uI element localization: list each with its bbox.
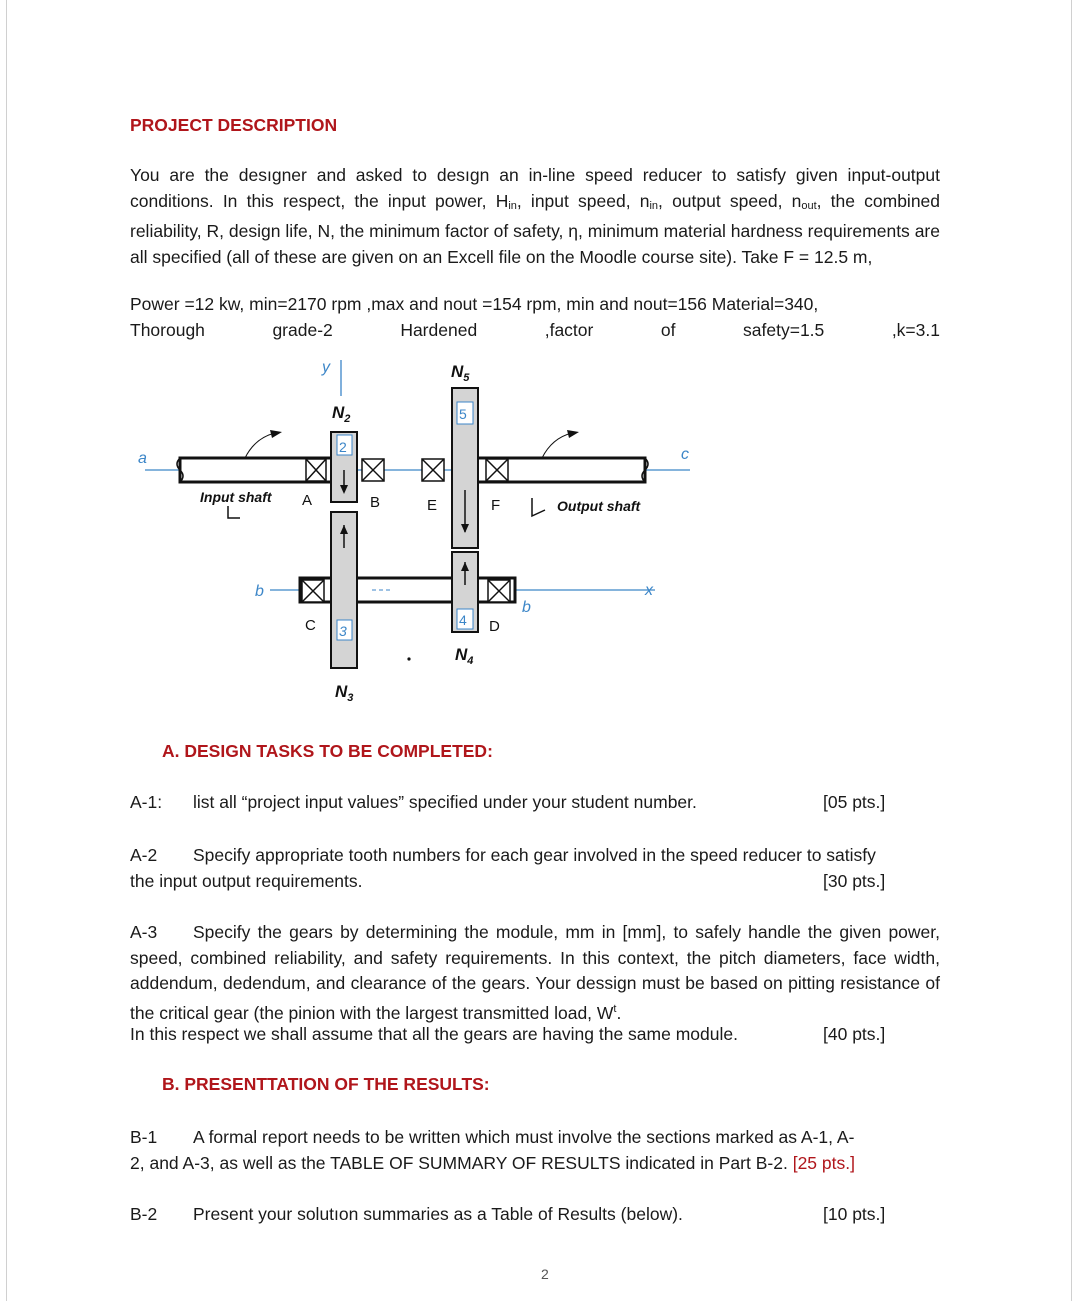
n2-label: $N_2$ <box>332 403 351 425</box>
token: Hardened <box>400 320 478 340</box>
bearing-B <box>362 459 384 481</box>
gear-reducer-diagram <box>0 350 1080 710</box>
token: ,k=3.1 <box>891 320 940 340</box>
token: safety=1.5 <box>743 320 825 340</box>
input-rotation-arrow <box>245 433 275 458</box>
section-a-title: A. DESIGN TASKS TO BE COMPLETED: <box>162 741 493 761</box>
gear-3-number: 3 <box>339 623 347 639</box>
token: ,factor <box>544 320 594 340</box>
bearing-E <box>422 459 444 481</box>
output-shaft-label: Output shaft <box>557 498 641 514</box>
b1-text: A formal report needs to be written which must involve the sections marked as A-1, A- <box>193 1127 855 1147</box>
token: grade-2 <box>272 320 333 340</box>
a2-points: [30 pts.] <box>823 871 886 891</box>
power-line: Power =12 kw, min=2170 rpm ,max and nout =154 rpm, min and nout=156 Material=340, <box>130 294 819 314</box>
b1-points: [25 pts.] <box>792 1153 855 1173</box>
stray-dot <box>407 657 410 660</box>
b2-points: [10 pts.] <box>823 1204 886 1224</box>
axis-b-left-label: b <box>255 583 264 600</box>
bearing-C-label: C <box>305 617 316 634</box>
a3-last-line: In this respect we shall assume that all the gears are having the same module. <box>130 1024 738 1044</box>
output-rotation-arrow <box>542 433 572 458</box>
a2-label: A-2 <box>130 845 158 865</box>
y-axis-label: y <box>322 359 330 376</box>
input-rotation-arrowhead <box>270 430 282 438</box>
a3-text: A-3 Specify the gears by determining the module, mm in [mm], to safely handle the given power, speed, combined reliability, and safety requirements. In this context, the pitch diameters, face width, addendum, dedendum, and clearance of the gears. Your dessign must be based on pitting resistance of the critical gear (the pinion with the largest transmitted load, $W^t$. <box>130 922 940 1023</box>
intro-paragraph: You are the desıgner and asked to desıgn an in-line speed reducer to satisfy given input-output conditions. In this respect, the input power, $H_{in}$, input speed, $n_{in}$, output speed, $n_{out}$, the combined reliability, R, design life, N, the minimum factor of safety, η, minimum material hardness requirements are all specified (all of these are given on an Excell file on the Moodle course site). Take F = 12.5 m, <box>130 165 941 268</box>
bearing-A-label: A <box>302 492 313 509</box>
axis-x-label: x <box>645 582 653 599</box>
input-shaft-pointer <box>228 506 240 518</box>
a1-points: [05 pts.] <box>823 792 886 812</box>
token: Thorough <box>130 320 205 340</box>
a3-points: [40 pts.] <box>823 1024 886 1044</box>
axis-a-label: a <box>138 450 147 467</box>
section-b-title: B. PRESENTTATION OF THE RESULTS: <box>162 1074 490 1094</box>
input-shaft-label: Input shaft <box>200 489 272 505</box>
page-number: 2 <box>541 1266 549 1282</box>
a1-label: A-1: <box>130 792 163 812</box>
gear-4-number: 4 <box>459 612 467 628</box>
bearing-F <box>486 459 508 481</box>
gear-2-number: 2 <box>339 439 347 455</box>
axis-b-right-label: b <box>522 599 531 616</box>
bearing-C <box>302 580 324 602</box>
b2-label: B-2 <box>130 1204 158 1224</box>
a1-text: list all “project input values” specified under your student number. <box>193 792 697 812</box>
output-shaft-pointer <box>532 498 545 516</box>
bearing-D-label: D <box>489 618 500 635</box>
b2-text: Present your solutıon summaries as a Table of Results (below). <box>193 1204 683 1224</box>
bearing-F-label: F <box>491 497 501 514</box>
a2-text: Specify appropriate tooth numbers for each gear involved in the speed reducer to satisfy <box>193 845 876 865</box>
n5-label: $N_5$ <box>451 362 470 384</box>
bearing-D <box>488 580 510 602</box>
bearing-A <box>306 459 326 481</box>
material-line <box>130 318 940 344</box>
a2-text-continued: the input output requirements. <box>130 871 363 891</box>
a3-label: A-3 <box>130 922 158 942</box>
token: of <box>660 320 676 340</box>
bearing-B-label: B <box>370 494 381 511</box>
axis-c-label: c <box>681 446 689 463</box>
output-rotation-arrowhead <box>567 430 579 438</box>
page-heading: PROJECT DESCRIPTION <box>130 115 338 135</box>
n4-label: $N_4$ <box>455 645 474 667</box>
b1-text-continued: 2, and A-3, as well as the TABLE OF SUMMARY OF RESULTS indicated in Part B-2. [25 pts.] <box>130 1153 855 1173</box>
bearing-E-label: E <box>427 497 438 514</box>
b1-label: B-1 <box>130 1127 158 1147</box>
n3-label: $N_3$ <box>335 682 354 704</box>
gear-5-number: 5 <box>459 406 467 422</box>
